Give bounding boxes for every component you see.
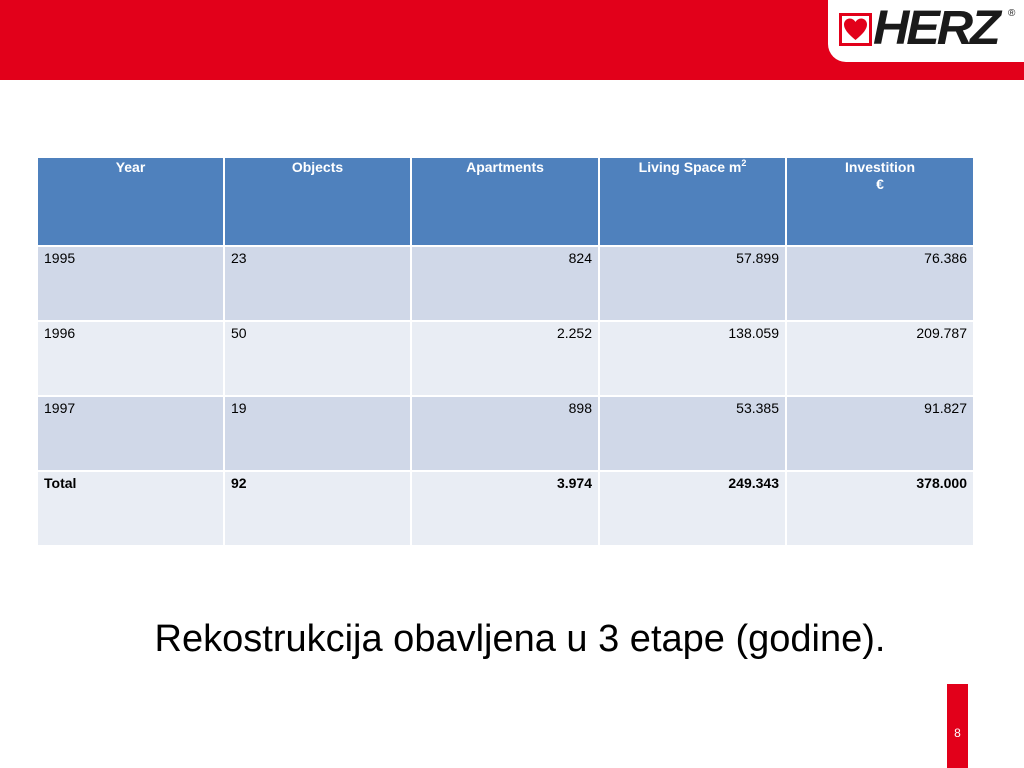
cell-objects: 23 [224, 246, 411, 321]
header-objects: Objects [224, 157, 411, 246]
table-header-row [37, 157, 974, 246]
herz-logo [828, 0, 1024, 62]
cell-living-space: 138.059 [599, 321, 786, 396]
page-number: 8 [954, 726, 961, 740]
slide-caption: Rekostrukcija obavljena u 3 etape (godine). [154, 618, 886, 660]
table-row [37, 246, 974, 321]
registered-mark: ® [1008, 8, 1016, 19]
currency-symbol: € [876, 176, 884, 192]
page-number-tab [947, 684, 968, 768]
cell-objects: 19 [224, 396, 411, 471]
header-investition: Investition € [786, 157, 974, 246]
cell-year: Total [37, 471, 224, 546]
cell-year: 1997 [37, 396, 224, 471]
heart-icon [839, 13, 872, 46]
cell-investition: 76.386 [786, 246, 974, 321]
cell-investition: 378.000 [786, 471, 974, 546]
cell-apartments: 824 [411, 246, 599, 321]
cell-living-space: 249.343 [599, 471, 786, 546]
statistics-table [36, 156, 975, 547]
cell-objects: 92 [224, 471, 411, 546]
header-apartments: Apartments [411, 157, 599, 246]
cell-apartments: 2.252 [411, 321, 599, 396]
header-year: Year [37, 157, 224, 246]
table-row [37, 321, 974, 396]
table-row [37, 396, 974, 471]
cell-investition: 91.827 [786, 396, 974, 471]
cell-objects: 50 [224, 321, 411, 396]
logo-wordmark: HERZ [873, 2, 998, 55]
cell-year: 1995 [37, 246, 224, 321]
header-living-space: Living Space $m^2$ [599, 157, 786, 246]
table-total-row [37, 471, 974, 546]
cell-investition: 209.787 [786, 321, 974, 396]
cell-year: 1996 [37, 321, 224, 396]
cell-living-space: 53.385 [599, 396, 786, 471]
cell-living-space: 57.899 [599, 246, 786, 321]
cell-apartments: 3.974 [411, 471, 599, 546]
cell-apartments: 898 [411, 396, 599, 471]
superscript-2: 2 [741, 158, 747, 168]
